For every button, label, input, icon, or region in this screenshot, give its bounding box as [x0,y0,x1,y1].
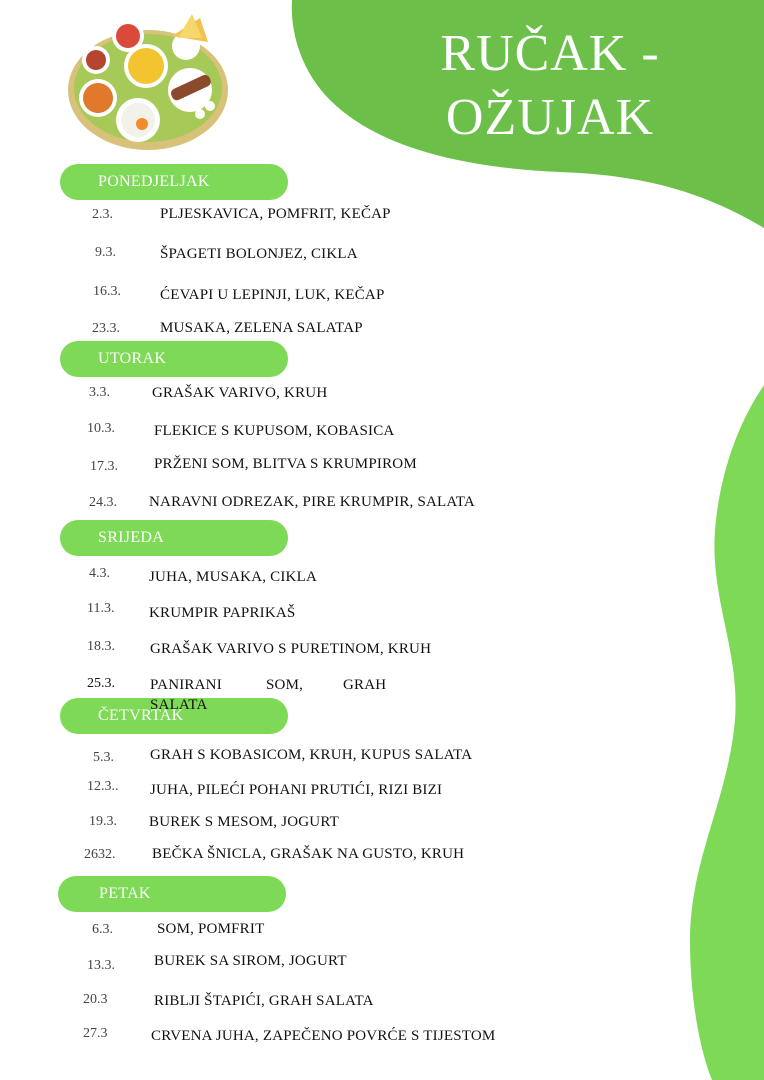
menu-date: 20.3 [83,992,108,1007]
menu-meal: JUHA, MUSAKA, CIKLA [149,569,317,585]
menu-meal: NARAVNI ODREZAK, PIRE KRUMPIR, SALATA [149,494,475,510]
day-header-wednesday [60,520,288,556]
menu-date: 3.3. [89,385,110,400]
menu-date: 19.3. [89,814,117,829]
day-label: UTORAK [98,350,167,367]
menu-meal: BEČKA ŠNICLA, GRAŠAK NA GUSTO, KRUH [152,846,465,862]
meal-word: PANIRANI [150,677,222,693]
menu-date: 2.3. [92,207,113,222]
menu-meal: SOM, POMFRIT [157,921,265,937]
menu-date: 9.3. [95,245,116,260]
menu-date: 6.3. [92,922,113,937]
menu-date: 27.3 [83,1026,108,1041]
day-label: PONEDJELJAK [98,173,210,190]
menu-meal: BUREK S MESOM, JOGURT [149,814,339,830]
food-platter-icon [60,8,240,158]
menu-meal: RIBLJI ŠTAPIĆI, GRAH SALATA [154,993,374,1009]
day-label: SRIJEDA [98,529,165,546]
menu-meal: KRUMPIR PAPRIKAŠ [149,605,296,621]
menu-meal-continued: SALATA [150,697,208,713]
menu-meal: BUREK SA SIROM, JOGURT [154,953,347,969]
menu-date: 11.3. [87,601,115,616]
menu-meal: GRAH S KOBASICOM, KRUH, KUPUS SALATA [150,747,473,763]
menu-meal: ŠPAGETI BOLONJEZ, CIKLA [160,246,358,262]
menu-date: 5.3. [93,750,114,765]
menu-meal: GRAŠAK VARIVO, KRUH [152,385,328,401]
menu-meal: PLJESKAVICA, POMFRIT, KEČAP [160,206,391,222]
meal-word: SOM, [266,677,304,693]
menu-date: 25.3. [87,676,115,691]
right-green-wave [690,385,764,1080]
menu-date: 4.3. [89,566,110,581]
menu-meal: FLEKICE S KUPUSOM, KOBASICA [154,423,395,439]
meal-word: GRAH [343,677,387,693]
menu-meal: GRAŠAK VARIVO S PURETINOM, KRUH [150,641,432,657]
menu-date: 23.3. [92,321,120,336]
title-line-2: OŽUJAK [445,89,655,146]
title-line-1: RUČAK - [440,25,660,82]
day-label: PETAK [99,885,151,902]
menu-date: 18.3. [87,639,115,654]
menu-date: 16.3. [93,284,121,299]
menu-date: 17.3. [90,459,118,474]
menu-meal: JUHA, PILEĆI POHANI PRUTIĆI, RIZI BIZI [150,782,443,798]
day-label: ČETVRTAK [98,707,184,724]
menu-meal: CRVENA JUHA, ZAPEČENO POVRĆE S TIJESTOM [151,1028,496,1044]
page-title [400,22,700,150]
menu-date: 2632. [84,847,116,862]
menu-meal: PRŽENI SOM, BLITVA S KRUMPIROM [154,456,417,472]
day-header-friday [58,876,286,912]
day-header-tuesday [60,341,288,377]
menu-meal: ĆEVAPI U LEPINJI, LUK, KEČAP [160,287,385,303]
menu-meal [150,674,400,696]
menu-date: 10.3. [87,421,115,436]
day-header-monday [60,164,288,200]
menu-date: 12.3.. [87,779,119,794]
menu-date: 13.3. [87,958,115,973]
menu-meal: MUSAKA, ZELENA SALATAP [160,320,363,336]
menu-date: 24.3. [89,495,117,510]
